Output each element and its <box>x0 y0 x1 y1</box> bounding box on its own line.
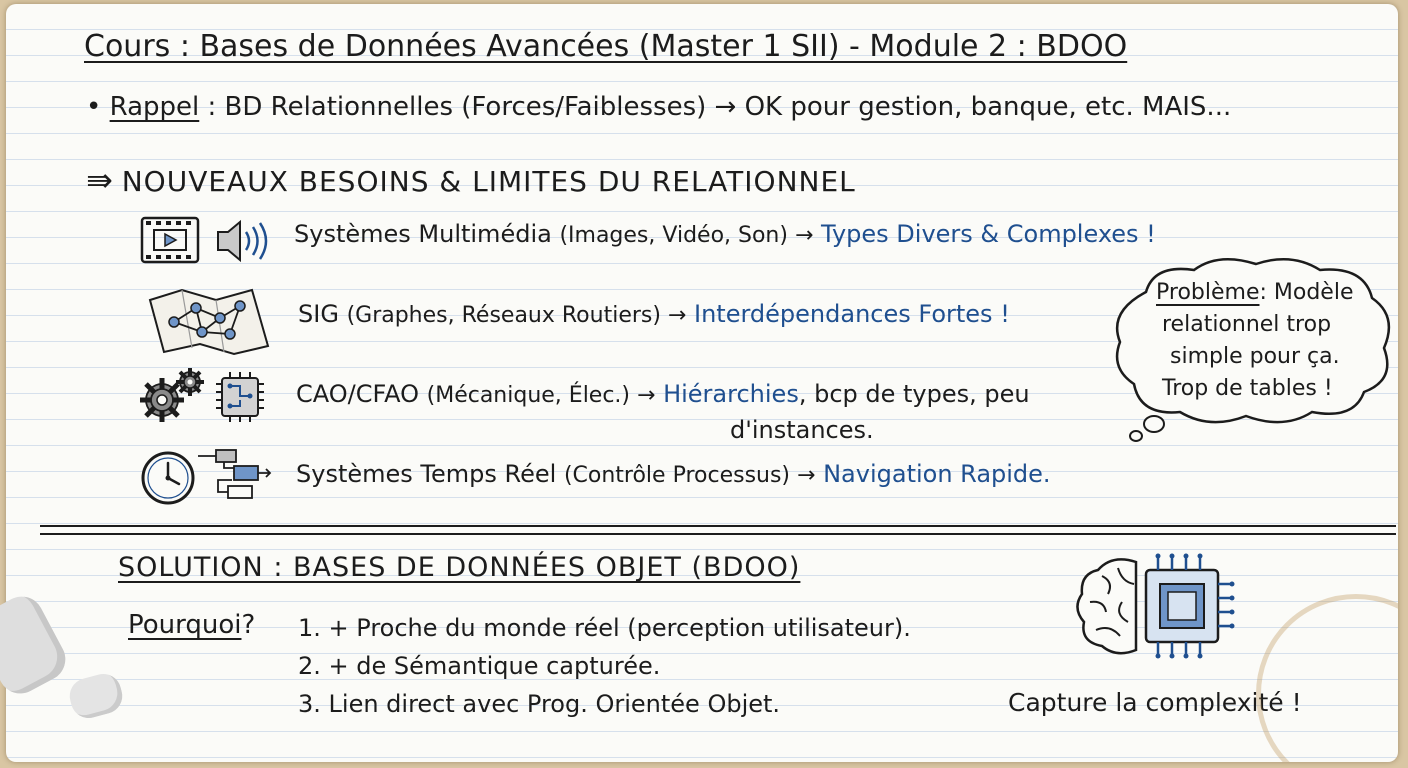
need-rest: , bcp de types, peu <box>798 380 1030 408</box>
solution-point-1: 1. + Proche du monde réel (perception utilisateur). <box>298 614 911 642</box>
need-temps-reel <box>296 462 1051 487</box>
bullet: • <box>86 92 102 122</box>
bubble-line-3: simple pour ça. <box>1170 344 1340 369</box>
bubble-line-4: Trop de tables ! <box>1162 376 1333 401</box>
bubble-label: Problème <box>1156 280 1260 305</box>
need-highlight: Hiérarchies <box>663 380 799 408</box>
section-heading <box>86 161 856 199</box>
rappel-text: : BD Relationnelles (Forces/Faiblesses) → OK pour gestion, banque, etc. MAIS... <box>207 92 1232 122</box>
need-highlight: Navigation Rapide. <box>823 460 1051 488</box>
solution-title: SOLUTION : BASES DE DONNÉES OBJET (BDOO) <box>118 552 801 583</box>
page-title: Cours : Bases de Données Avancées (Master 1 SII) - Module 2 : BDOO <box>84 29 1128 64</box>
need-detail: (Contrôle Processus) → <box>563 463 816 488</box>
need-domain: SIG <box>298 300 339 328</box>
notebook-page <box>6 4 1398 762</box>
need-sig <box>298 302 1010 327</box>
need-detail: (Graphes, Réseaux Routiers) → <box>346 303 687 328</box>
clock-flow-icon <box>138 446 278 508</box>
film-speaker-icon <box>138 212 278 268</box>
gears-chip-icon <box>136 366 276 426</box>
need-detail: (Mécanique, Élec.) → <box>426 383 656 408</box>
solution-point-2: 2. + de Sémantique capturée. <box>298 652 661 680</box>
need-domain: Systèmes Temps Réel <box>296 460 557 488</box>
rappel-line <box>86 94 1231 120</box>
bubble-line-1 <box>1156 282 1353 304</box>
brain-chip-icon <box>1072 552 1242 662</box>
need-multimedia <box>294 222 1156 247</box>
solution-point-3: 3. Lien direct avec Prog. Orientée Objet. <box>298 690 781 718</box>
need-highlight: Interdépendances Fortes ! <box>694 300 1010 328</box>
graph-map-icon <box>144 286 274 356</box>
why-text: Pourquoi <box>128 610 242 640</box>
bubble-text: : Modèle <box>1259 280 1354 305</box>
need-domain: Systèmes Multimédia <box>294 220 552 248</box>
capture-caption: Capture la complexité ! <box>1008 688 1302 717</box>
divider-bottom <box>40 533 1396 535</box>
need-cao-continued: d'instances. <box>730 416 874 444</box>
coffee-stain <box>1256 594 1398 762</box>
divider-top <box>40 525 1396 527</box>
need-detail: (Images, Vidéo, Son) → <box>559 223 814 248</box>
need-highlight: Types Divers & Complexes ! <box>821 220 1156 248</box>
section-heading-text: NOUVEAUX BESOINS & LIMITES DU RELATIONNEL <box>121 165 856 198</box>
why-label <box>128 612 255 638</box>
rappel-label: Rappel <box>109 92 200 122</box>
bubble-line-2: relationnel trop <box>1162 312 1332 337</box>
why-mark: ? <box>241 610 256 640</box>
double-arrow-icon: ⇛ <box>86 161 113 199</box>
need-cao <box>296 382 1030 407</box>
need-domain: CAO/CFAO <box>296 380 419 408</box>
